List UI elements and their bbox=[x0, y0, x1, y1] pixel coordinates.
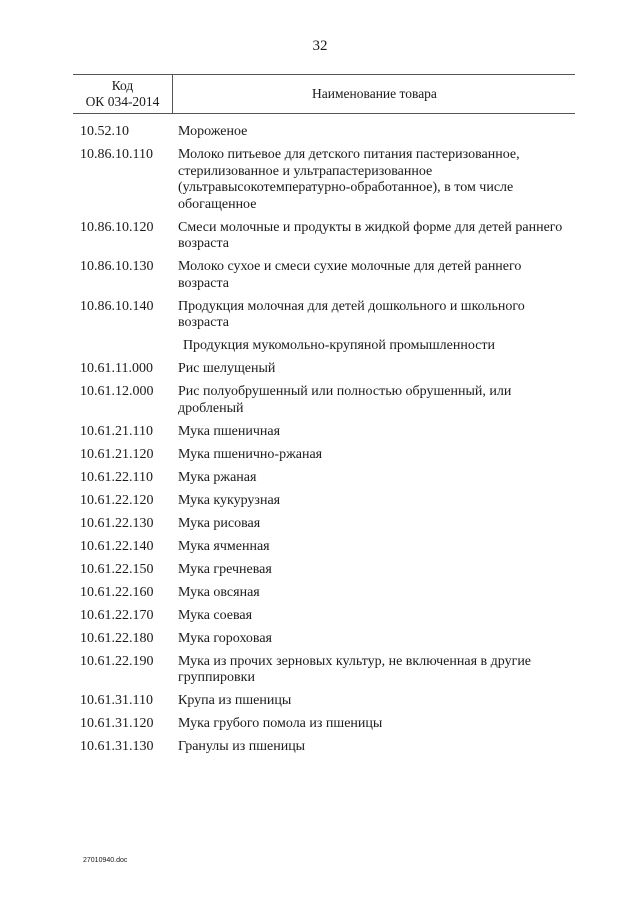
table-row bbox=[80, 562, 580, 579]
section-title: Продукция мукомольно-крупяной промышленности bbox=[182, 338, 496, 353]
product-name: Продукция молочная для детей дошкольного и школьного возраста bbox=[178, 298, 525, 330]
table-row bbox=[80, 631, 580, 648]
table-header bbox=[73, 74, 575, 114]
table-body bbox=[80, 124, 580, 762]
table-row bbox=[80, 739, 580, 756]
table-row bbox=[80, 124, 580, 141]
product-name: Мука ячменная bbox=[178, 538, 270, 554]
product-name: Молоко сухое и смеси сухие молочные для детей раннего возраста bbox=[178, 259, 522, 291]
table-row bbox=[80, 608, 580, 625]
table-row bbox=[80, 516, 580, 533]
header-code-label: Код bbox=[111, 78, 134, 93]
table-row bbox=[80, 447, 580, 464]
table-row bbox=[80, 693, 580, 710]
product-name: Мука гороховая bbox=[178, 630, 272, 646]
table-row bbox=[80, 424, 580, 441]
product-code: 10.61.22.120 bbox=[80, 492, 154, 508]
product-code: 10.61.31.110 bbox=[80, 693, 153, 708]
product-name: Мороженое bbox=[178, 124, 248, 139]
product-name: Мука кукурузная bbox=[178, 492, 281, 508]
table-row bbox=[80, 654, 580, 687]
product-name: Мука соевая bbox=[178, 607, 253, 623]
product-name: Рис шелущеный bbox=[178, 361, 276, 376]
product-name: Рис полуобрушенный или полностью обрушенный, или дробленый bbox=[178, 384, 512, 416]
product-name: Мука овсяная bbox=[178, 584, 260, 600]
product-code: 10.61.12.000 bbox=[80, 384, 154, 399]
product-code: 10.61.21.120 bbox=[80, 446, 154, 462]
product-name: Мука грубого помола из пшеницы bbox=[178, 716, 383, 731]
product-name: Мука пшенично-ржаная bbox=[178, 446, 323, 462]
product-code: 10.61.22.160 bbox=[80, 584, 154, 600]
product-code: 10.86.10.110 bbox=[80, 147, 153, 162]
table-row bbox=[80, 147, 580, 213]
table-row bbox=[80, 493, 580, 510]
product-name: Мука пшеничная bbox=[178, 423, 281, 439]
product-name: Молоко питьевое для детского питания пастеризованное, стерилизованное и ультрапастеризованное (ультравысокотемпературно-обработанное), в том числе обогащенное bbox=[178, 147, 520, 212]
product-code: 10.86.10.140 bbox=[80, 298, 154, 314]
table-row bbox=[80, 716, 580, 733]
table-row bbox=[80, 470, 580, 487]
product-code: 10.61.22.150 bbox=[80, 561, 154, 577]
product-code: 10.61.21.110 bbox=[80, 423, 153, 439]
table-row bbox=[80, 299, 580, 332]
product-code: 10.61.22.140 bbox=[80, 538, 154, 554]
product-name: Мука рисовая bbox=[178, 515, 261, 531]
footer-filename: 27010940.doc bbox=[83, 857, 128, 864]
product-code: 10.52.10 bbox=[80, 124, 129, 139]
product-name: Гранулы из пшеницы bbox=[178, 739, 306, 754]
row-group-dairy bbox=[80, 124, 580, 332]
product-code: 10.61.22.110 bbox=[80, 469, 153, 485]
table-row bbox=[80, 585, 580, 602]
table-row bbox=[80, 539, 580, 556]
product-name: Крупа из пшеницы bbox=[178, 693, 292, 708]
product-code: 10.61.11.000 bbox=[80, 361, 153, 376]
header-code-cell bbox=[73, 75, 173, 113]
table-row bbox=[80, 220, 580, 253]
product-code: 10.61.22.170 bbox=[80, 607, 154, 623]
header-name-cell: Наименование товара bbox=[312, 86, 437, 101]
row-group-milling bbox=[80, 361, 580, 756]
product-name: Смеси молочные и продукты в жидкой форме для детей раннего возраста bbox=[178, 219, 563, 251]
product-code: 10.86.10.130 bbox=[80, 259, 154, 274]
product-code: 10.86.10.120 bbox=[80, 219, 154, 235]
product-code: 10.61.22.190 bbox=[80, 653, 154, 669]
page-number: 32 bbox=[312, 38, 328, 54]
product-name: Мука гречневая bbox=[178, 561, 272, 577]
table-row bbox=[80, 384, 580, 417]
product-name: Мука ржаная bbox=[178, 469, 257, 485]
header-code-standard: ОК 034-2014 bbox=[85, 94, 160, 109]
product-code: 10.61.22.180 bbox=[80, 630, 154, 646]
product-code: 10.61.31.120 bbox=[80, 716, 154, 731]
table-row bbox=[80, 361, 580, 378]
product-code: 10.61.31.130 bbox=[80, 739, 154, 754]
table-row bbox=[80, 259, 580, 292]
product-name: Мука из прочих зерновых культур, не включенная в другие группировки bbox=[178, 653, 532, 685]
product-code: 10.61.22.130 bbox=[80, 515, 154, 531]
